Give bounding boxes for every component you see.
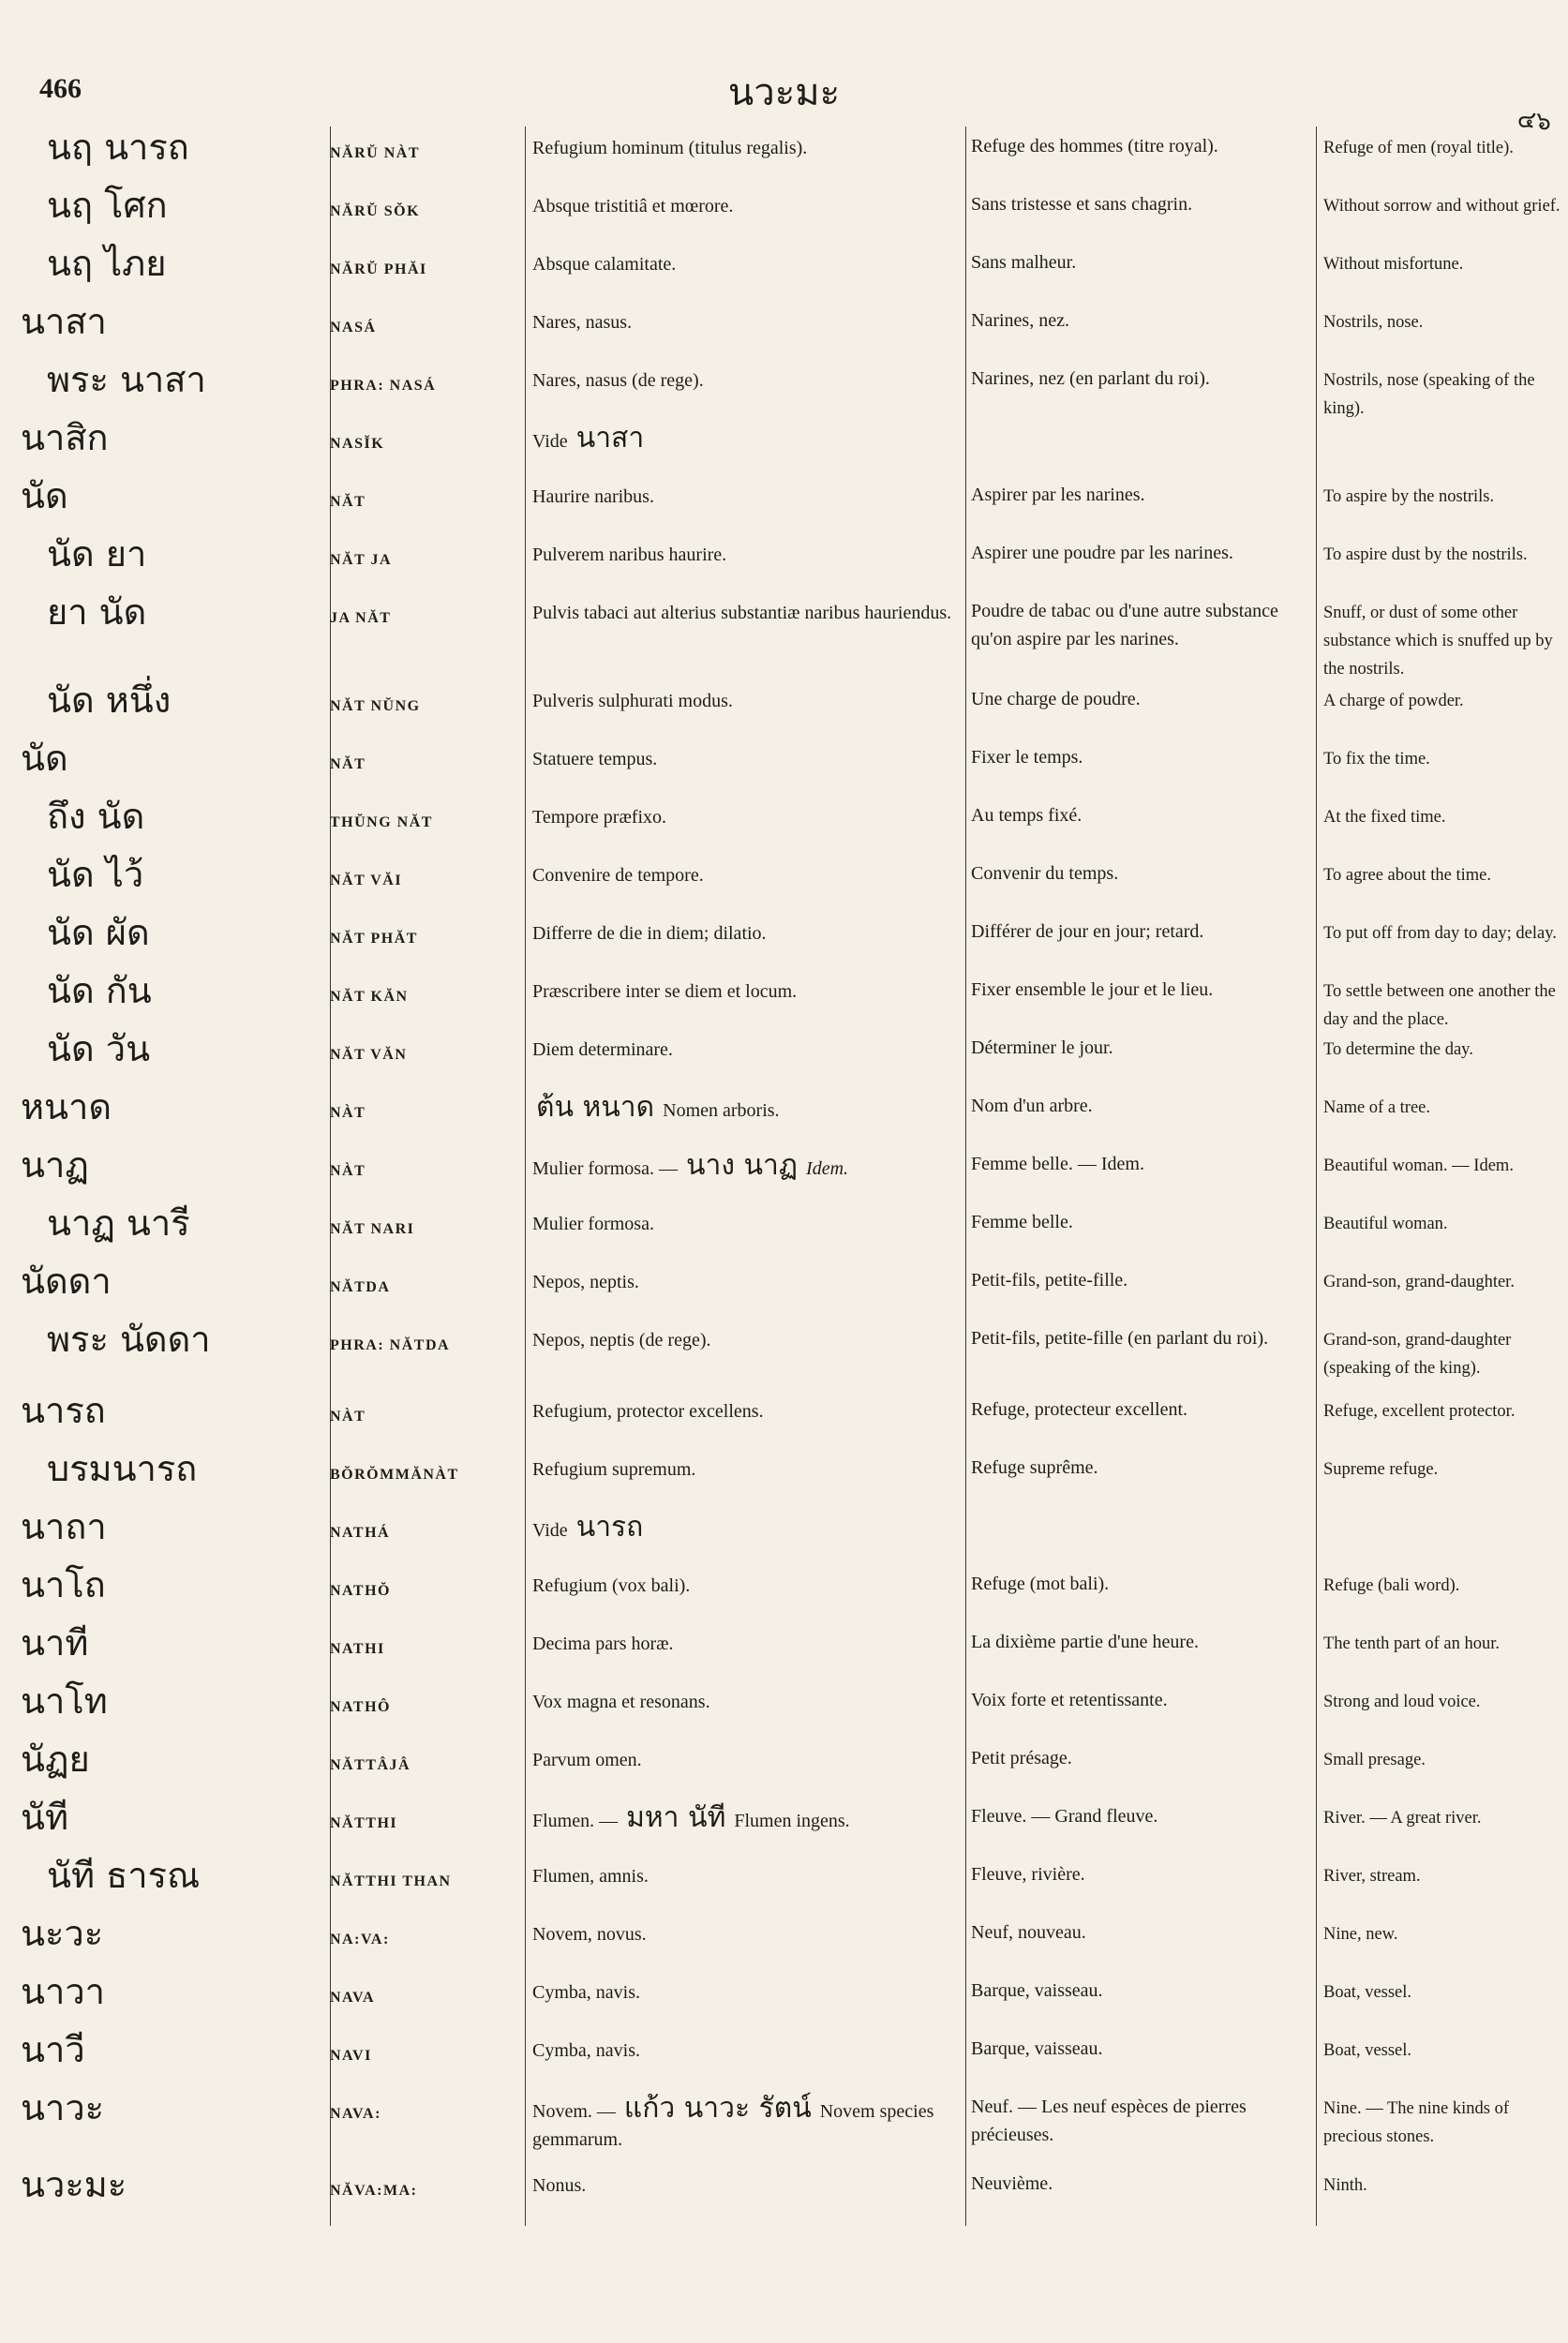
latin-definition: Mulier formosa. — นาง นาฏ Idem. bbox=[532, 1149, 849, 1182]
latin-definition: Nepos, neptis. bbox=[532, 1272, 639, 1292]
transliteration: NĂT JA bbox=[330, 552, 393, 568]
thai-headword: นัด ผัด bbox=[47, 912, 150, 953]
entry-row bbox=[0, 1448, 1568, 1506]
transliteration: NA:VA: bbox=[330, 1932, 390, 1948]
french-definition: Narines, nez. bbox=[971, 310, 1069, 331]
transliteration: NĂTTHI THAN bbox=[330, 1873, 452, 1889]
english-definition: Nine. — The nine kinds of precious stones. bbox=[1323, 2099, 1509, 2146]
english-definition: River, stream. bbox=[1323, 1867, 1421, 1886]
transliteration: NAVI bbox=[330, 2048, 372, 2064]
french-definition: Refuge (mot bali). bbox=[971, 1574, 1110, 1594]
french-definition: Petit-fils, petite-fille. bbox=[971, 1270, 1128, 1291]
french-definition: Sans tristesse et sans chagrin. bbox=[971, 194, 1193, 215]
entry-row bbox=[0, 1319, 1568, 1390]
entry-row bbox=[0, 359, 1568, 417]
latin-definition: Nares, nasus (de rege). bbox=[532, 370, 704, 391]
thai-headword: นาสา bbox=[21, 301, 107, 342]
entry-row bbox=[0, 738, 1568, 796]
french-definition: Sans malheur. bbox=[971, 252, 1077, 273]
thai-headword: นฤ นารถ bbox=[47, 127, 189, 168]
transliteration: NĂTDA bbox=[330, 1279, 391, 1295]
thai-headword: พระ นัดดา bbox=[47, 1319, 211, 1360]
french-definition: Refuge, protecteur excellent. bbox=[971, 1399, 1187, 1420]
entry-row bbox=[0, 591, 1568, 679]
english-definition: A charge of powder. bbox=[1323, 692, 1464, 710]
thai-headword: นฤ ไภย bbox=[47, 243, 167, 284]
thai-headword: นฤ โศก bbox=[47, 185, 168, 226]
transliteration: THŬNG NĂT bbox=[330, 814, 433, 830]
french-definition: Neuvième. bbox=[971, 2173, 1053, 2194]
thai-headword: นัดดา bbox=[21, 1261, 112, 1302]
french-definition: Neuf, nouveau. bbox=[971, 1922, 1086, 1943]
transliteration: NATHŎ bbox=[330, 1583, 391, 1599]
english-definition: Without misfortune. bbox=[1323, 255, 1464, 274]
entry-row bbox=[0, 243, 1568, 301]
transliteration: NÀT bbox=[330, 1409, 366, 1425]
latin-definition: Parvum omen. bbox=[532, 1750, 642, 1770]
transliteration: NĂTTHI bbox=[330, 1815, 398, 1831]
transliteration: NĂT NARI bbox=[330, 1221, 415, 1237]
transliteration: BŎRŎMMĂNÀT bbox=[330, 1467, 459, 1483]
french-definition: Fleuve. — Grand fleuve. bbox=[971, 1806, 1158, 1827]
french-definition: Refuge suprême. bbox=[971, 1457, 1098, 1478]
thai-cross-reference: นาสา bbox=[575, 422, 645, 455]
latin-definition: Novem. — แก้ว นาวะ รัตน์ Novem species gemmarum. bbox=[532, 2092, 934, 2150]
transliteration: NATHÔ bbox=[330, 1699, 391, 1715]
french-definition: Femme belle. — Idem. bbox=[971, 1154, 1144, 1174]
english-definition: To agree about the time. bbox=[1323, 866, 1492, 885]
thai-cross-reference: มหา นัที bbox=[626, 1801, 726, 1834]
corner-mark: ๔๖ bbox=[1516, 105, 1553, 137]
thai-headword: นาฏ bbox=[21, 1144, 89, 1186]
latin-definition: Differre de die in diem; dilatio. bbox=[532, 923, 767, 944]
entry-row bbox=[0, 912, 1568, 970]
entry-row bbox=[0, 417, 1568, 475]
transliteration: NĂRŬ SŎK bbox=[330, 203, 421, 219]
entry-row bbox=[0, 1261, 1568, 1319]
french-definition: Aspirer une poudre par les narines. bbox=[971, 543, 1233, 563]
thai-headword: นัด ไว้ bbox=[47, 854, 144, 895]
transliteration: NÀT bbox=[330, 1105, 366, 1121]
latin-definition: Diem determinare. bbox=[532, 1039, 673, 1060]
french-definition: Femme belle. bbox=[971, 1212, 1073, 1232]
english-definition: Refuge (bali word). bbox=[1323, 1576, 1460, 1595]
french-definition: Nom d'un arbre. bbox=[971, 1096, 1093, 1116]
latin-definition: Refugium hominum (titulus regalis). bbox=[532, 138, 808, 158]
latin-definition: Mulier formosa. bbox=[532, 1214, 654, 1234]
latin-definition: Haurire naribus. bbox=[532, 486, 654, 507]
french-definition: Narines, nez (en parlant du roi). bbox=[971, 368, 1210, 389]
latin-definition: Præscribere inter se diem et locum. bbox=[532, 981, 798, 1002]
entry-row bbox=[0, 1971, 1568, 2029]
french-definition: Refuge des hommes (titre royal). bbox=[971, 136, 1218, 157]
english-definition: Boat, vessel. bbox=[1323, 1983, 1412, 2002]
thai-headword: หนาด bbox=[21, 1086, 112, 1127]
thai-headword: นาวี bbox=[21, 2029, 85, 2070]
entry-row bbox=[0, 2029, 1568, 2087]
thai-headword: นาวา bbox=[21, 1971, 105, 2012]
french-definition: Déterminer le jour. bbox=[971, 1037, 1113, 1058]
transliteration: JA NĂT bbox=[330, 610, 392, 626]
transliteration: NĂT bbox=[330, 756, 366, 772]
thai-headword: นัด bbox=[21, 738, 68, 779]
entry-row bbox=[0, 1506, 1568, 1564]
transliteration: PHRA: NĂTDA bbox=[330, 1337, 451, 1353]
french-definition: Neuf. — Les neuf espèces de pierres précieuses. bbox=[971, 2097, 1247, 2145]
english-definition: Refuge, excellent protector. bbox=[1323, 1402, 1516, 1421]
entry-row bbox=[0, 854, 1568, 912]
latin-definition: Cymba, navis. bbox=[532, 1982, 640, 2003]
thai-headword: นาวะ bbox=[21, 2087, 105, 2128]
latin-definition: Vox magna et resonans. bbox=[532, 1692, 710, 1712]
entry-row bbox=[0, 1390, 1568, 1448]
english-definition: Boat, vessel. bbox=[1323, 2041, 1412, 2060]
english-definition: The tenth part of an hour. bbox=[1323, 1634, 1501, 1653]
english-definition: Name of a tree. bbox=[1323, 1098, 1431, 1117]
latin-definition: Nonus. bbox=[532, 2175, 587, 2196]
entry-row bbox=[0, 1144, 1568, 1202]
english-definition: Nostrils, nose. bbox=[1323, 313, 1424, 332]
latin-definition: Refugium (vox bali). bbox=[532, 1575, 691, 1596]
french-definition: Poudre de tabac ou d'une autre substance qu'on aspire par les narines. bbox=[971, 601, 1278, 649]
thai-headword: นาสิก bbox=[21, 417, 109, 458]
transliteration: NĂVA:MA: bbox=[330, 2183, 418, 2199]
latin-definition: Decima pars horæ. bbox=[532, 1634, 674, 1654]
english-definition: Grand-son, grand-daughter (speaking of the king). bbox=[1323, 1331, 1512, 1378]
thai-headword: บรมนารถ bbox=[47, 1448, 198, 1489]
french-definition: La dixième partie d'une heure. bbox=[971, 1632, 1199, 1652]
entry-row bbox=[0, 1797, 1568, 1855]
french-definition: Fixer ensemble le jour et le lieu. bbox=[971, 979, 1214, 1000]
french-definition: Différer de jour en jour; retard. bbox=[971, 921, 1204, 942]
transliteration: NATHÁ bbox=[330, 1525, 391, 1541]
french-definition: Aspirer par les narines. bbox=[971, 485, 1145, 505]
english-definition: Snuff, or dust of some other substance which is snuffed up by the nostrils. bbox=[1323, 604, 1553, 679]
english-definition: Supreme refuge. bbox=[1323, 1460, 1439, 1479]
english-definition: At the fixed time. bbox=[1323, 808, 1446, 827]
transliteration: NATHI bbox=[330, 1641, 385, 1657]
thai-headword: นะวะ bbox=[21, 1913, 104, 1954]
thai-headword: นัที bbox=[21, 1797, 69, 1838]
thai-headword: นัด วัน bbox=[47, 1028, 151, 1069]
entry-row bbox=[0, 1913, 1568, 1971]
english-definition: Grand-son, grand-daughter. bbox=[1323, 1273, 1515, 1291]
entry-row bbox=[0, 1622, 1568, 1680]
english-definition: To put off from day to day; delay. bbox=[1323, 924, 1557, 943]
english-definition: Strong and loud voice. bbox=[1323, 1693, 1481, 1711]
latin-definition: Refugium supremum. bbox=[532, 1459, 696, 1480]
thai-cross-reference: นาง นาฏ bbox=[685, 1149, 799, 1182]
thai-headword: นัด กัน bbox=[47, 970, 152, 1011]
entry-row bbox=[0, 533, 1568, 591]
latin-definition: Absque calamitate. bbox=[532, 254, 677, 275]
transliteration: NĂT VĂI bbox=[330, 873, 403, 888]
entry-row bbox=[0, 185, 1568, 243]
transliteration: NĂT VĂN bbox=[330, 1047, 408, 1063]
english-definition: Beautiful woman. — Idem. bbox=[1323, 1157, 1514, 1175]
thai-headword: นาถา bbox=[21, 1506, 107, 1547]
latin-definition: Pulvis tabaci aut alterius substantiæ naribus hauriendus. bbox=[532, 603, 952, 623]
entry-row bbox=[0, 1086, 1568, 1144]
entry-row bbox=[0, 475, 1568, 533]
french-definition: Petit présage. bbox=[971, 1748, 1072, 1768]
english-definition: River. — A great river. bbox=[1323, 1809, 1482, 1828]
french-definition: Voix forte et retentissante. bbox=[971, 1690, 1168, 1710]
english-definition: To determine the day. bbox=[1323, 1040, 1473, 1059]
transliteration: NĂTTÂJÂ bbox=[330, 1757, 411, 1773]
thai-headword: นาที bbox=[21, 1622, 89, 1664]
transliteration: NASÁ bbox=[330, 320, 377, 336]
entry-row bbox=[0, 127, 1568, 185]
latin-definition: Nepos, neptis (de rege). bbox=[532, 1330, 711, 1351]
latin-definition: ต้น หนาด Nomen arboris. bbox=[536, 1091, 780, 1124]
entry-row bbox=[0, 796, 1568, 854]
french-definition: Fixer le temps. bbox=[971, 747, 1083, 768]
transliteration: NĂRŬ PHĂI bbox=[330, 261, 427, 277]
latin-definition: Convenire de tempore. bbox=[532, 865, 704, 886]
thai-headword: นาโท bbox=[21, 1680, 108, 1722]
entry-row bbox=[0, 1028, 1568, 1086]
entry-row bbox=[0, 679, 1568, 738]
entry-row bbox=[0, 1855, 1568, 1913]
latin-definition: Flumen, amnis. bbox=[532, 1866, 649, 1887]
transliteration: NĂRŬ NÀT bbox=[330, 145, 420, 161]
entry-row bbox=[0, 301, 1568, 359]
entry-row bbox=[0, 1202, 1568, 1261]
transliteration: NAVA bbox=[330, 1990, 376, 2006]
english-definition: To aspire by the nostrils. bbox=[1323, 487, 1495, 506]
english-definition: Without sorrow and without grief. bbox=[1323, 197, 1561, 216]
running-head: นวะมะ bbox=[727, 71, 841, 114]
thai-headword: นาฏ นารี bbox=[47, 1202, 190, 1244]
french-definition: Convenir du temps. bbox=[971, 863, 1119, 884]
thai-headword: ถึง นัด bbox=[47, 796, 145, 837]
french-definition: Fleuve, rivière. bbox=[971, 1864, 1085, 1885]
thai-cross-reference: แก้ว นาวะ รัตน์ bbox=[623, 2092, 812, 2125]
english-definition: Beautiful woman. bbox=[1323, 1215, 1448, 1233]
english-definition: Small presage. bbox=[1323, 1751, 1426, 1769]
english-definition: Nostrils, nose (speaking of the king). bbox=[1323, 371, 1535, 418]
latin-definition: Pulverem naribus haurire. bbox=[532, 545, 727, 565]
latin-definition: Statuere tempus. bbox=[532, 749, 658, 769]
entry-row bbox=[0, 2087, 1568, 2164]
latin-definition: Novem, novus. bbox=[532, 1924, 647, 1945]
latin-definition: Cymba, navis. bbox=[532, 2040, 640, 2061]
latin-definition: Vide นาสา bbox=[532, 422, 645, 455]
transliteration: NĂT PHĂT bbox=[330, 931, 418, 947]
thai-headword: นัด bbox=[21, 475, 68, 516]
latin-definition: Tempore præfixo. bbox=[532, 807, 667, 828]
french-definition: Petit-fils, petite-fille (en parlant du roi). bbox=[971, 1328, 1269, 1349]
thai-headword: นัด หนึ่ง bbox=[47, 679, 172, 721]
transliteration: NĂT NŬNG bbox=[330, 698, 421, 714]
french-definition: Au temps fixé. bbox=[971, 805, 1083, 826]
entry-row bbox=[0, 1564, 1568, 1622]
french-definition: Une charge de poudre. bbox=[971, 689, 1141, 709]
entry-row bbox=[0, 970, 1568, 1028]
latin-definition: Absque tristitiâ et mœrore. bbox=[532, 196, 734, 216]
transliteration: NAVA: bbox=[330, 2106, 381, 2122]
latin-definition: Nares, nasus. bbox=[532, 312, 633, 333]
english-definition: To settle between one another the day and the place. bbox=[1323, 982, 1556, 1029]
english-definition: Ninth. bbox=[1323, 2176, 1367, 2195]
english-definition: To fix the time. bbox=[1323, 750, 1430, 769]
thai-headword: ยา นัด bbox=[47, 591, 147, 633]
entry-row bbox=[0, 1739, 1568, 1797]
latin-definition: Refugium, protector excellens. bbox=[532, 1401, 764, 1422]
thai-headword: นัฏย bbox=[21, 1739, 90, 1780]
entry-row bbox=[0, 1680, 1568, 1739]
thai-headword: นาโถ bbox=[21, 1564, 106, 1605]
page-number: 466 bbox=[39, 73, 82, 104]
english-definition: Nine, new. bbox=[1323, 1925, 1398, 1944]
english-definition: Refuge of men (royal title). bbox=[1323, 139, 1514, 157]
thai-cross-reference: ต้น หนาด bbox=[536, 1091, 655, 1124]
latin-definition: Pulveris sulphurati modus. bbox=[532, 691, 733, 711]
transliteration: NĂT KĂN bbox=[330, 989, 409, 1005]
thai-headword: นัด ยา bbox=[47, 533, 147, 575]
latin-definition: Vide นารถ bbox=[532, 1511, 644, 1544]
transliteration: PHRA: NASÁ bbox=[330, 378, 437, 394]
french-definition: Barque, vaisseau. bbox=[971, 2038, 1103, 2059]
transliteration: NÀT bbox=[330, 1163, 366, 1179]
thai-cross-reference: นารถ bbox=[575, 1511, 644, 1544]
french-definition: Barque, vaisseau. bbox=[971, 1980, 1103, 2001]
entry-row bbox=[0, 2164, 1568, 2222]
thai-headword: พระ นาสา bbox=[47, 359, 206, 400]
transliteration: NĂT bbox=[330, 494, 366, 510]
thai-headword: นัที ธารณ bbox=[47, 1855, 201, 1896]
thai-headword: นวะมะ bbox=[21, 2164, 127, 2205]
thai-headword: นารถ bbox=[21, 1390, 106, 1431]
transliteration: NASĬK bbox=[330, 436, 385, 452]
latin-definition: Flumen. — มหา นัที Flumen ingens. bbox=[532, 1801, 850, 1834]
english-definition: To aspire dust by the nostrils. bbox=[1323, 545, 1528, 564]
